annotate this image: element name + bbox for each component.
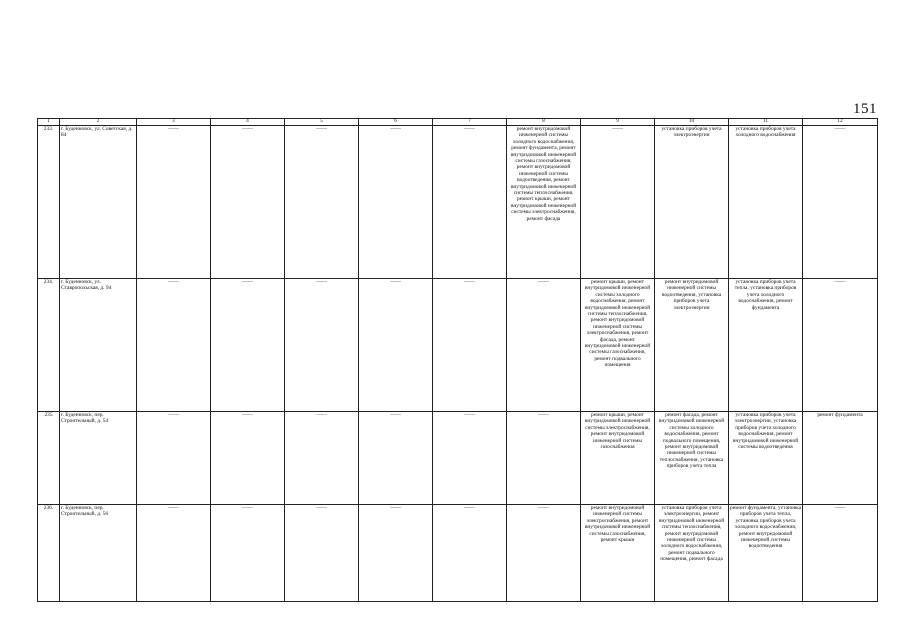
table-cell: ремонт крыши, ремонт внутридомовой инженерной системы холодного водоснабжения, ремонт внутридомовой инженерной системы теплоснабжения, ремонт внутридомовой инженерной системы электроснабжения, ремонт фасада, ремонт внутридомовой инженерной системы газоснабжения, ремонт подвального помещения <box>581 279 655 412</box>
column-header: 1 <box>38 119 60 126</box>
table-cell: —— <box>359 126 433 279</box>
table-cell: —— <box>211 505 285 602</box>
table-cell: —— <box>137 412 211 505</box>
table-row <box>38 279 878 412</box>
column-header: 4 <box>211 119 285 126</box>
table-cell: —— <box>359 505 433 602</box>
address-cell: г. Буденновск, ул. Ставропольская, д. 94 <box>60 279 137 412</box>
column-header: 9 <box>581 119 655 126</box>
table-cell: ремонт фасада, ремонт внутридомовой инженерной системы холодного водоснабжения, ремонт подвального помещения, ремонт внутридомовой инженерной системы теплоснабжения, установка приборов учета тепла <box>655 412 729 505</box>
table-cell: —— <box>359 412 433 505</box>
table-cell: —— <box>803 126 878 279</box>
row-number: 234. <box>38 279 60 412</box>
table-cell: —— <box>581 126 655 279</box>
table-cell: установка приборов учета электроэнергии <box>655 126 729 279</box>
table-cell: ремонт внутридомовой инженерной системы холодного водоснабжения, ремонт фундамента, ремонт внутридомовой инженерной системы газоснабжения, ремонт внутридомовой инженерной системы водоотведения, ремонт внутридомовой инженерной системы теплоснабжения, ремонт крыши, ремонт внутридомовой инженерной системы электроснабжения, ремонт фасада <box>507 126 581 279</box>
column-header: 2 <box>60 119 137 126</box>
table-cell: установка приборов учета тепла, установка приборов учета холодного водоснабжения, ремонт фундамента <box>729 279 803 412</box>
table-cell: —— <box>285 126 359 279</box>
table-cell: —— <box>359 279 433 412</box>
table-cell: установка приборов учета электроэнергии, установка приборов учета холодного водоснабжения, ремонт внутридомовой инженерной системы водоотведения <box>729 412 803 505</box>
column-header: 7 <box>433 119 507 126</box>
table-cell: —— <box>137 505 211 602</box>
row-number: 233. <box>38 126 60 279</box>
table-cell: —— <box>211 126 285 279</box>
repair-schedule-table <box>37 118 878 602</box>
row-number: 236. <box>38 505 60 602</box>
table-cell: —— <box>433 505 507 602</box>
table-cell: —— <box>137 126 211 279</box>
table-cell: ремонт крыши, ремонт внутридомовой инженерной системы электроснабжения, ремонт внутридомовой инженерной системы газоснабжения <box>581 412 655 505</box>
table-cell: —— <box>211 412 285 505</box>
column-header: 6 <box>359 119 433 126</box>
table-cell: —— <box>433 412 507 505</box>
page-number: 151 <box>853 101 877 117</box>
table-row <box>38 505 878 602</box>
column-number-header-row <box>38 119 878 126</box>
table-cell: ремонт внутридомовой инженерной системы электроснабжения, ремонт внутридомовой инженерной системы газоснабжения, ремонт крыши <box>581 505 655 602</box>
table-row <box>38 126 878 279</box>
column-header: 5 <box>285 119 359 126</box>
address-cell: г. Буденновск, ул. Советская, д. 84 <box>60 126 137 279</box>
table-cell: —— <box>211 279 285 412</box>
table-cell: ремонт фундамента <box>803 412 878 505</box>
table-cell: —— <box>803 505 878 602</box>
row-number: 235 <box>38 412 60 505</box>
table-cell: —— <box>285 505 359 602</box>
column-header: 8 <box>507 119 581 126</box>
column-header: 11 <box>729 119 803 126</box>
table-cell: —— <box>507 412 581 505</box>
column-header: 3 <box>137 119 211 126</box>
address-cell: г. Буденновск, пер. Строительный, д. 54 <box>60 412 137 505</box>
table-cell: —— <box>507 279 581 412</box>
table-cell: ремонт внутридомовой инженерной системы водоотведения, установка приборов учета электроэнергии <box>655 279 729 412</box>
table-cell: —— <box>507 505 581 602</box>
column-header: 12 <box>803 119 878 126</box>
table-cell: ремонт фундамента, установка приборов учета тепла, установка приборов учета холодного водоснабжения, ремонт внутридомовой инженерной системы водоотведения <box>729 505 803 602</box>
table-cell: —— <box>137 279 211 412</box>
table-row <box>38 412 878 505</box>
table-cell: —— <box>433 126 507 279</box>
table-cell: —— <box>285 279 359 412</box>
column-header: 10 <box>655 119 729 126</box>
table-cell: —— <box>803 279 878 412</box>
table-cell: —— <box>433 279 507 412</box>
table-cell: установка приборов учета электроэнергии, ремонт внутридомовой инженерной системы теплоснабжения, ремонт внутридомовой инженерной системы холодного водоснабжения, ремонт подвального помещения, ремонт фасада <box>655 505 729 602</box>
table-cell: —— <box>285 412 359 505</box>
address-cell: г. Буденновск, пер. Строительный, д. 56 <box>60 505 137 602</box>
table-cell: установка приборов учета холодного водоснабжения <box>729 126 803 279</box>
